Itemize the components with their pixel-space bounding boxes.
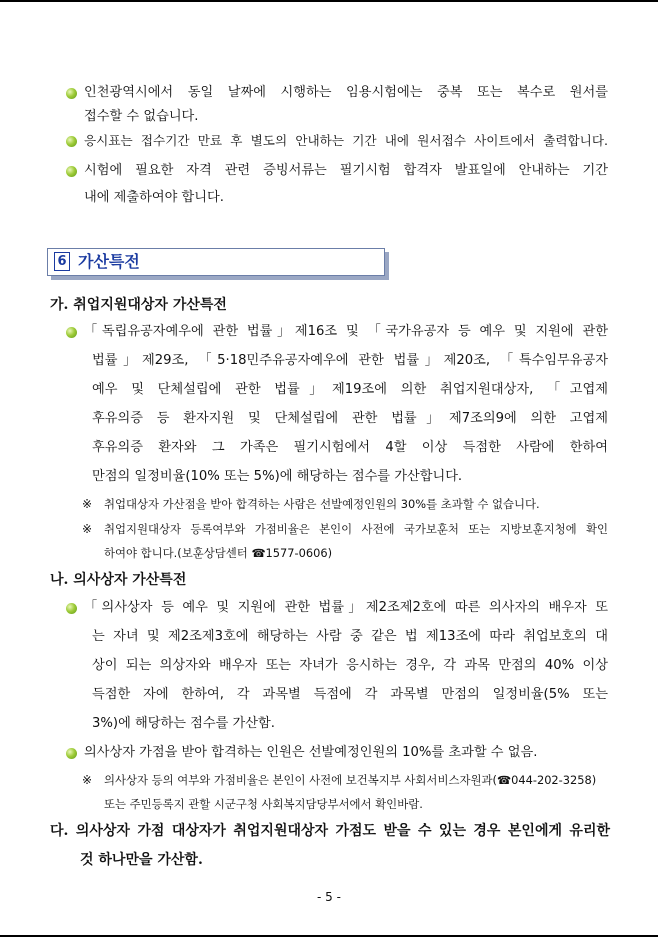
subsection-a-note-2-line-1: 취업지원대상자 등록여부와 가점비율은 본인이 사전에 국가보훈처 또는 지방보훈지청에 확인 xyxy=(104,522,608,536)
subsection-b-line-3: 상이 되는 의상자와 배우자 또는 자녀가 응시하는 경우, 각 과목 만점의 40% 이상 xyxy=(92,658,608,673)
section-header xyxy=(47,248,385,276)
page-number: - 5 - xyxy=(317,890,341,904)
subsection-b-bullet-2: 의사상자 가점을 받아 합격하는 인원은 선발예정인원의 10%를 초과할 수 없음. xyxy=(84,745,538,760)
subsection-c-line-1: 다. 의사상자 가점 대상자가 취업지원대상자 가점도 받을 수 있는 경우 본인에게 유리한 xyxy=(50,823,610,839)
subsection-b-note-line-1: 의사상자 등의 여부와 가점비율은 본인이 사전에 보건복지부 사회서비스자원과(☎044-202-3258) xyxy=(104,773,597,787)
subsection-a-line-4: 후유의증 등 환자지원 및 단체설립에 관한 법률」제7조의9에 의한 고엽제 xyxy=(92,411,608,426)
subsection-b-line-2: 는 자녀 및 제2조제3호에 해당하는 사람 중 같은 법 제13조에 따라 취업보호의 대 xyxy=(92,629,608,644)
bullet-icon xyxy=(66,88,77,99)
intro-bullet-3-line-1: 시험에 필요한 자격 관련 증빙서류는 필기시험 합격자 발표일에 안내하는 기간 xyxy=(84,163,608,178)
bullet-icon xyxy=(66,327,77,338)
subsection-a-heading: 가. 취업지원대상자 가산특전 xyxy=(50,297,227,313)
subsection-a-line-1: 「독립유공자예우에 관한 법률」제16조 및 「국가유공자 등 예우 및 지원에 관한 xyxy=(84,324,608,339)
section-title: 가산특전 xyxy=(78,252,140,271)
subsection-a-line-3: 예우 및 단체설립에 관한 법률」제19조에 의한 취업지원대상자, 「고엽제 xyxy=(92,382,608,397)
bullet-icon xyxy=(66,603,77,614)
bottom-border xyxy=(0,935,658,937)
section-number: 6 xyxy=(54,252,70,271)
intro-bullet-3-line-2: 내에 제출하여야 합니다. xyxy=(84,190,224,205)
note-mark: ※ xyxy=(82,522,93,536)
subsection-b-line-4: 득점한 자에 한하여, 각 과목별 득점에 각 과목별 만점의 일정비율(5% 또는 xyxy=(92,687,608,702)
subsection-a-note-1: 취업대상자 가산점을 받아 합격하는 사람은 선발예정인원의 30%를 초과할 수 없습니다. xyxy=(104,497,540,511)
intro-bullet-1-line-2: 접수할 수 없습니다. xyxy=(84,109,199,124)
intro-bullet-2-line-1: 응시표는 접수기간 만료 후 별도의 안내하는 기간 내에 원서접수 사이트에서 출력합니다. xyxy=(84,133,608,148)
bullet-icon xyxy=(66,136,77,147)
subsection-b-note-line-2: 또는 주민등록지 관할 시군구청 사회복지담당부서에서 확인바람. xyxy=(104,797,423,811)
subsection-a-line-6: 만점의 일정비율(10% 또는 5%)에 해당하는 점수를 가산합니다. xyxy=(92,469,463,484)
subsection-b-heading: 나. 의사상자 가산특전 xyxy=(50,572,187,588)
subsection-b-line-5: 3%)에 해당하는 점수를 가산함. xyxy=(92,716,275,731)
subsection-a-line-5: 후유의증 환자와 그 가족은 필기시험에서 4할 이상 득점한 사람에 한하여 xyxy=(92,440,608,455)
bullet-icon xyxy=(66,748,77,759)
subsection-a-line-2: 법률」제29조, 「5·18민주유공자예우에 관한 법률」제20조, 「특수임무유공자 xyxy=(92,353,608,368)
subsection-a-note-2-line-2: 하여야 합니다.(보훈상담센터 ☎1577-0606) xyxy=(104,546,333,560)
subsection-b-line-1: 「의사상자 등 예우 및 지원에 관한 법률」제2조제2호에 따른 의사자의 배우자 또 xyxy=(84,600,608,615)
note-mark: ※ xyxy=(82,497,93,511)
note-mark: ※ xyxy=(82,773,93,787)
bullet-icon xyxy=(66,166,77,177)
top-border xyxy=(0,0,658,2)
intro-bullet-1-line-1: 인천광역시에서 동일 날짜에 시행하는 임용시험에는 중복 또는 복수로 원서를 xyxy=(84,85,608,100)
subsection-c-line-2: 것 하나만을 가산함. xyxy=(80,852,203,868)
